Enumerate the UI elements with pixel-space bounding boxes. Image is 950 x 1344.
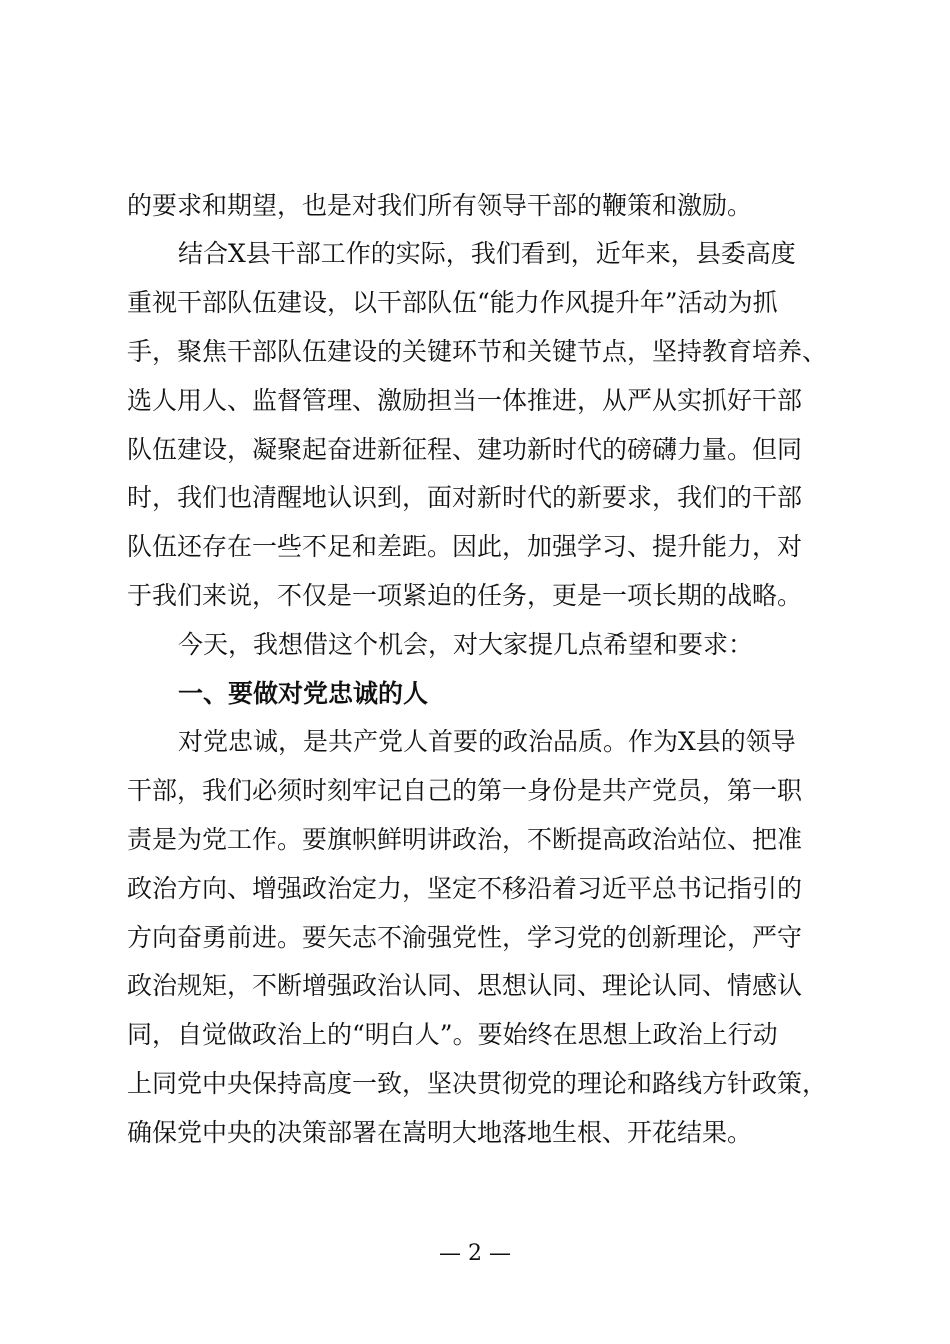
document-page: 的要求和期望，也是对我们所有领导干部的鞭策和激励。 结合X县干部工作的实际，我们看到，近年来，县委高度 重视干部队伍建设，以干部队伍“能力作风提升年”活动为抓 手，聚焦干部队伍建设的关键环节和关键节点，坚持教育培养、 选人用人、监督管理、激励担当一体推进，从严从实抓好干部 队伍建设，凝聚起奋进新征程、建功新时代的磅礴力量。但同 时，我们也清醒地认识到，面对新时代的新要求，我们的干部 队伍还存在一些不足和差距。因此，加强学习、提升能力，对 于我们来说，不仅是一项紧迫的任务，更是一项长期的战略。 今天，我想借这个机会，对大家提几点希望和要求： 一、要做对党忠诚的人 对党忠诚，是共产党人首要的政治品质。作为X县的领导 干部，我们必须时刻牢记自己的第一身份是共产党员，第一职 责是为党工作。要旗帜鲜明讲政治，不断提高政治站位、把准 政治方向、增强政治定力，坚定不移沿着习近平总书记指引的 方向奋勇前进。要矢志不渝强党性，学习党的创新理论，严守 政治规矩，不断增强政治认同、思想认同、理论认同、情感认 同，自觉做政治上的“明白人”。要始终在思想上政治上行动 上同党中央保持高度一致，坚决贯彻党的理论和路线方针政策， 确保党中央的决策部署在嵩明大地落地生根、开花结果。 — 2 — xyxy=(0,0,950,1344)
page-number: — 2 — xyxy=(439,1241,511,1266)
